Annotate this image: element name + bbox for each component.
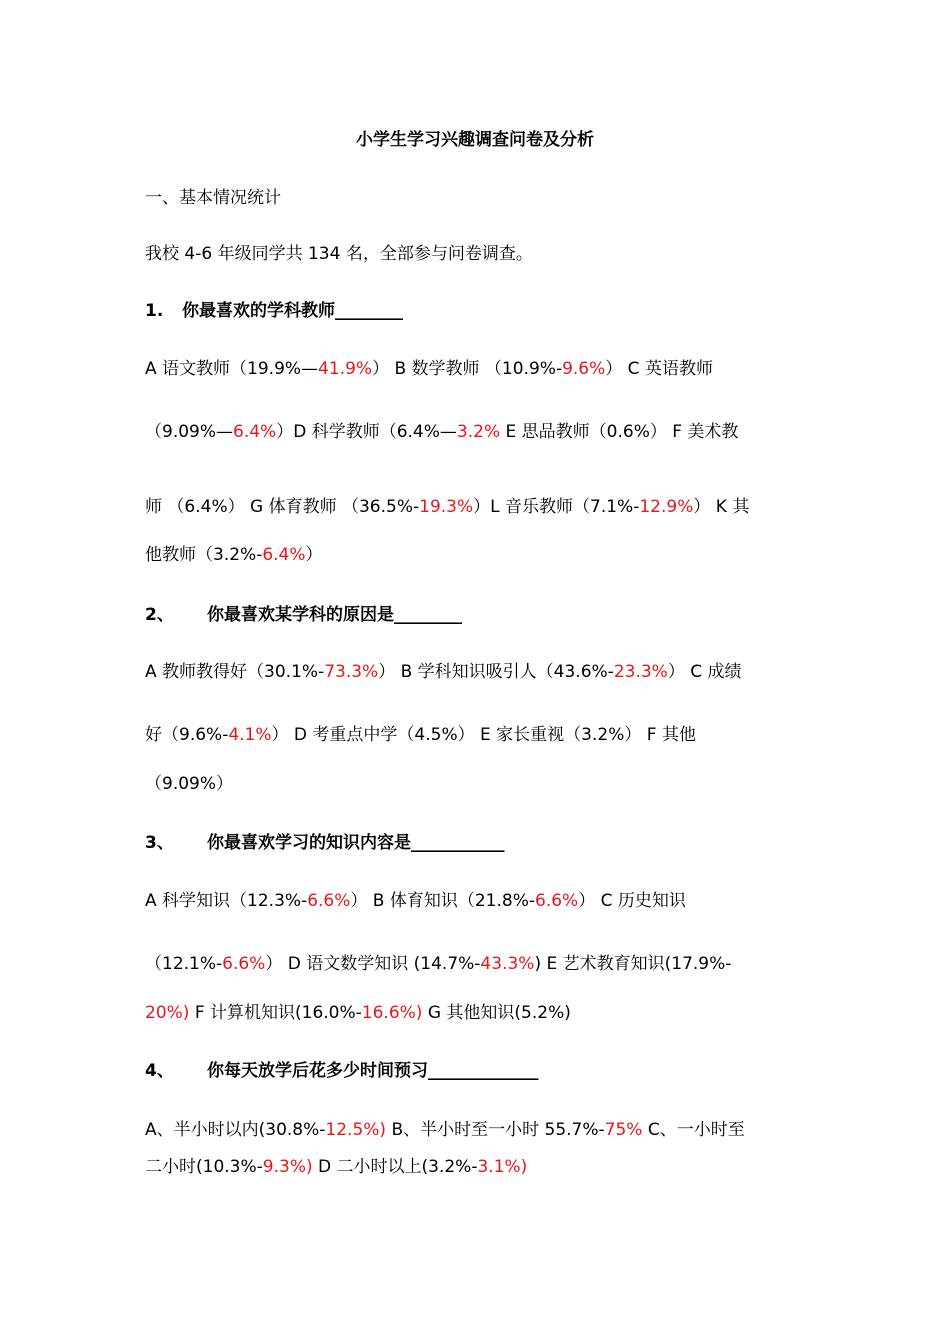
question-4-text: 你每天放学后花多少时间预习_____________: [207, 1061, 539, 1081]
q3-answer-line-2: [145, 952, 731, 976]
section-heading: 一、基本情况统计: [145, 188, 281, 208]
question-3-text: 你最喜欢学习的知识内容是___________: [207, 833, 505, 853]
intro-paragraph: 我校 4-6 年级同学共 134 名，全部参与问卷调查。: [145, 244, 533, 264]
answer-percent: 73.3%: [324, 662, 379, 682]
answer-text: G 其他知识(5.2%): [422, 1003, 571, 1023]
answer-text: ） C 成绩: [667, 662, 742, 682]
question-1: [145, 299, 403, 323]
answer-text: 好（9.6%-: [145, 725, 229, 745]
q3-answer-line-3: [145, 1001, 571, 1025]
answer-text: （9.09%—: [145, 422, 234, 442]
answer-percent: 3.1%): [477, 1157, 528, 1177]
answer-text: ）D 科学教师（6.4%—: [276, 422, 457, 442]
answer-text: A、半小时以内(30.8%-: [145, 1120, 326, 1140]
answer-percent: 16.6%): [361, 1003, 423, 1023]
answer-percent: 20%): [145, 1003, 190, 1023]
answer-text: （12.1%-: [145, 954, 223, 974]
question-3: [145, 831, 505, 855]
document-title: 小学生学习兴趣调查问卷及分析: [356, 130, 594, 150]
answer-percent: 23.3%: [613, 662, 668, 682]
q4-answer-line-2: [145, 1155, 527, 1179]
answer-text: E 思品教师（0.6%） F 美术教: [500, 422, 739, 442]
answer-text: 他教师（3.2%-: [145, 545, 263, 565]
answer-percent: 12.9%: [639, 497, 694, 517]
question-4-number: 4、: [145, 1061, 174, 1081]
answer-percent: 6.6%: [535, 891, 579, 911]
answer-percent: 9.3%): [262, 1157, 313, 1177]
answer-text: A 教师教得好（30.1%-: [145, 662, 325, 682]
answer-text: D 二小时以上(3.2%-: [312, 1157, 478, 1177]
answer-text: B、半小时至一小时 55.7%-: [386, 1120, 605, 1140]
q2-answer-line-3: [145, 772, 233, 796]
question-2-text: 你最喜欢某学科的原因是________: [207, 605, 462, 625]
q3-answer-line-1: [145, 889, 686, 913]
answer-text: ) E 艺术教育知识(17.9%-: [534, 954, 732, 974]
q1-answer-line-4: [145, 543, 323, 567]
answer-percent: 6.6%: [222, 954, 266, 974]
answer-text: ） C 历史知识: [578, 891, 686, 911]
answer-text: ） B 学科知识吸引人（43.6%-: [378, 662, 614, 682]
answer-percent: 12.5%): [325, 1120, 387, 1140]
answer-percent: 9.6%: [562, 359, 606, 379]
question-3-number: 3、: [145, 833, 174, 853]
q4-answer-line-1: [145, 1118, 745, 1142]
answer-percent: 4.1%: [228, 725, 272, 745]
answer-text: C、一小时至: [642, 1120, 745, 1140]
answer-text: ） C 英语教师: [605, 359, 713, 379]
answer-percent: 19.3%: [419, 497, 474, 517]
answer-text: A 科学知识（12.3%-: [145, 891, 308, 911]
answer-percent: 75%: [604, 1120, 643, 1140]
q1-answer-line-2: [145, 420, 738, 444]
answer-text: ）L 音乐教师（7.1%-: [473, 497, 640, 517]
q1-answer-line-1: [145, 357, 713, 381]
answer-percent: 3.2%: [456, 422, 501, 442]
answer-text: ） D 考重点中学（4.5%） E 家长重视（3.2%） F 其他: [271, 725, 696, 745]
answer-text: A 语文教师（19.9%—: [145, 359, 319, 379]
answer-text: ） K 其: [693, 497, 750, 517]
question-4: [145, 1059, 539, 1083]
answer-percent: 6.4%: [262, 545, 306, 565]
answer-text: ） D 语文数学知识 (14.7%-: [265, 954, 481, 974]
q2-answer-line-1: [145, 660, 742, 684]
answer-percent: 6.4%: [233, 422, 277, 442]
answer-percent: 43.3%: [480, 954, 535, 974]
answer-text: 师 （6.4%） G 体育教师 （36.5%-: [145, 497, 420, 517]
answer-text: （9.09%）: [145, 774, 234, 794]
answer-text: F 计算机知识(16.0%-: [189, 1003, 362, 1023]
answer-text: ） B 数学教师 （10.9%-: [372, 359, 563, 379]
q2-answer-line-2: [145, 723, 696, 747]
answer-percent: 6.6%: [307, 891, 351, 911]
answer-text: 二小时(10.3%-: [145, 1157, 263, 1177]
question-1-text: 你最喜欢的学科教师________: [182, 301, 403, 321]
answer-percent: 41.9%: [318, 359, 373, 379]
q1-answer-line-3: [145, 495, 749, 519]
question-2: [145, 603, 462, 627]
question-1-number: 1.: [145, 301, 164, 321]
question-2-number: 2、: [145, 605, 174, 625]
answer-text: ）: [305, 545, 323, 565]
answer-text: ） B 体育知识（21.8%-: [350, 891, 535, 911]
